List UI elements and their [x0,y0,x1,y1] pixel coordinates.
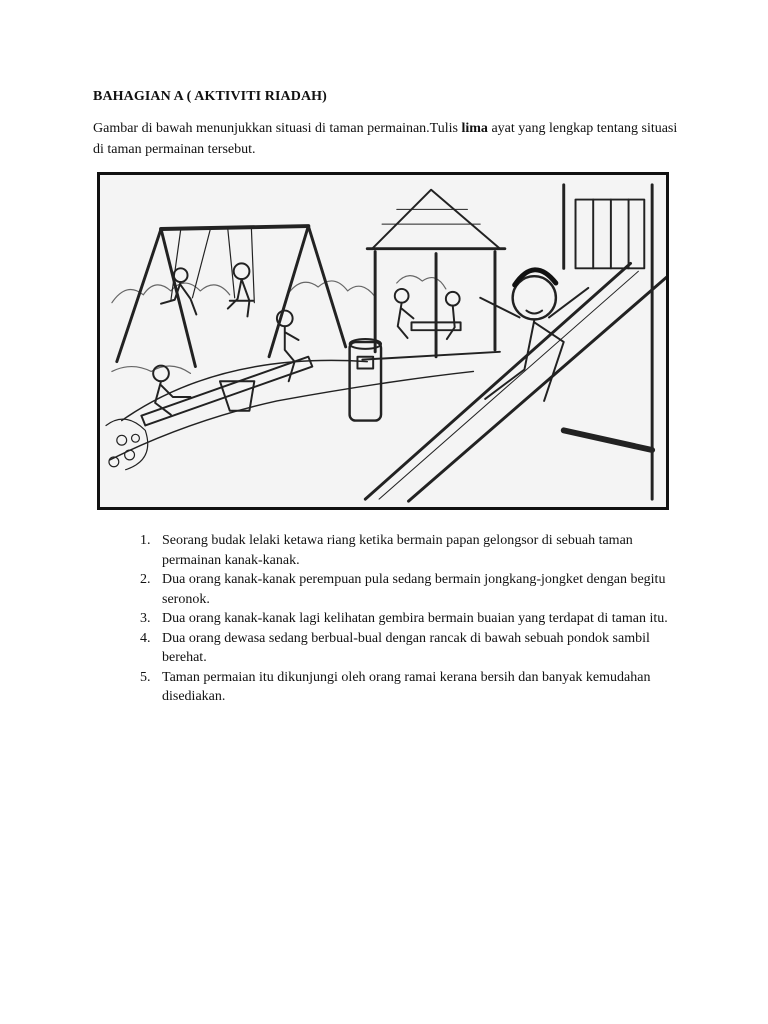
sentence-number: 3. [140,611,151,626]
swing-set [117,226,346,366]
sentence-text: Dua orang kanak-kanak lagi kelihatan gembira bermain buaian yang terdapat di taman itu. [162,611,668,626]
instructions-text-start: Gambar di bawah menunjukkan situasi di taman permainan.Tulis [93,121,462,136]
sentence-text: Dua orang dewasa sedang berbual-bual dengan rancak di bawah sebuah pondok sambil berehat. [162,630,650,665]
sentence-number: 2. [140,572,151,587]
instructions-text-end: ayat yang lengkap tentang situasi di taman permainan tersebut. [93,121,678,157]
playground-illustration [97,172,669,510]
sentence-text: Taman permaian itu dikunjungi oleh orang ramai kerana bersih dan banyak kemudahan disediakan. [162,669,651,704]
sentence-item [134,531,694,570]
sentence-number: 4. [140,630,151,646]
instructions-emphasis: lima [461,121,488,136]
sentence-item [134,668,694,707]
sentence-number: 1. [140,533,151,548]
sentence-item [134,609,694,629]
sentence-list [134,531,694,707]
instructions-paragraph [93,118,683,160]
slide-structure [365,185,666,501]
sentence-text: Seorang budak lelaki ketawa riang ketika bermain papan gelongsor di sebuah taman permainan kanak-kanak. [162,533,633,568]
playground-drawing [100,175,666,507]
seesaw [141,311,312,426]
sentence-number: 5. [140,669,151,685]
sentence-text: Dua orang kanak-kanak perempuan pula sedang bermain jongkang-jongket dengan begitu seronok. [162,572,666,607]
sentence-item [134,570,694,609]
gazebo [362,190,504,360]
section-heading: BAHAGIAN A ( AKTIVITI RIADAH) [93,89,327,104]
sentence-item [134,629,694,668]
